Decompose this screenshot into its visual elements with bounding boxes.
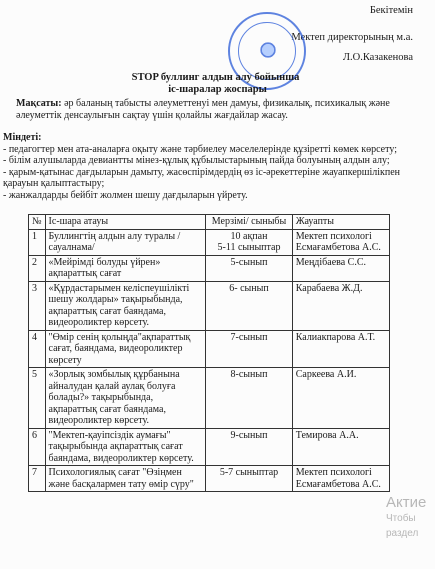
table-row — [29, 330, 390, 368]
cell-event: Психологиялық сағат "Өзіңмен және басқалармен тату өмір сүру" — [45, 466, 206, 492]
task-item: - қарым-қатынас дағдыларын дамыту, жасөспірімдердің өз іс-әрекеттеріне жауапкершілікпен қарауын қалыптастыру; — [3, 166, 401, 189]
watermark-line-2: Чтобы — [386, 513, 416, 524]
cell-number: 1 — [29, 229, 46, 255]
events-table — [28, 214, 390, 492]
header-responsible: Жауапты — [292, 215, 389, 230]
approval-line-1: Бекітемін — [369, 5, 413, 16]
cell-responsible: Карабаева Ж.Д. — [292, 281, 389, 330]
cell-number: 3 — [29, 281, 46, 330]
cell-event: "Өмір сенің қолыңда"ақпараттық сағат, баяндама, видеороликтер көрсету — [45, 330, 206, 368]
watermark-line-1: Актие — [386, 494, 427, 511]
goal-label: Мақсаты: — [16, 98, 62, 109]
cell-responsible: Калиакпарова А.Т. — [292, 330, 389, 368]
cell-number: 7 — [29, 466, 46, 492]
cell-date-grade: 5-сынып — [206, 255, 293, 281]
header-event-name: Іс-шара атауы — [45, 215, 206, 230]
task-item: - білім алушыларда девиантты мінез-құлық құбылыстарының пайда болуының алдын алу; — [3, 155, 390, 166]
cell-date-grade: 7-сынып — [206, 330, 293, 368]
goal-paragraph — [16, 98, 429, 121]
table-row — [29, 255, 390, 281]
cell-event: «Зорлық зомбылық құрбанына айналудан қалай аулақ болуға болады?» тақырыбында, ақпараттық сағат баяндама, видеороликтер көрсету. — [45, 368, 206, 429]
cell-event: «Құрдастарымен келіспеушілікті шешу жолдары» тақырыбында, ақпараттық сағат баяндама, видеороликтер көрсету. — [45, 281, 206, 330]
cell-responsible: Темирова А.А. — [292, 428, 389, 466]
cell-number: 6 — [29, 428, 46, 466]
goal-text: әр баланың табысты әлеуметтенуі мен дамуы, физикалық, психикалық және әлеуметтік денсаулығын сақтау үшін қолайлы жағдайлар жасау. — [16, 98, 390, 121]
cell-event: «Мейрімді болуды үйрен» ақпараттық сағат — [45, 255, 206, 281]
cell-number: 2 — [29, 255, 46, 281]
tasks-section — [3, 132, 429, 201]
header-date-grade: Мерзімі/ сыныбы — [206, 215, 293, 230]
title-line-2: іс-шаралар жоспары — [168, 84, 267, 95]
cell-responsible: Мектеп психологі Есмағамбетова А.С. — [292, 466, 389, 492]
table-header-row — [29, 215, 390, 230]
cell-event: "Мектеп-қауіпсіздік аумағы" тақырыбында ақпараттық сағат баяндама, видеороликтер көрсету. — [45, 428, 206, 466]
tasks-heading: Міндеті: — [3, 132, 42, 143]
header-number: № — [29, 215, 46, 230]
cell-number: 5 — [29, 368, 46, 429]
activation-watermark — [386, 494, 426, 539]
table-row — [29, 229, 390, 255]
cell-responsible: Меңдібаева С.С. — [292, 255, 389, 281]
table-row — [29, 466, 390, 492]
cell-responsible: Мектеп психологі Есмағамбетова А.С. — [292, 229, 389, 255]
cell-date-grade: 9-сынып — [206, 428, 293, 466]
task-item: - жанжалдарды бейбіт жолмен шешу дағдыларын үйрету. — [3, 189, 248, 201]
cell-date-grade: 8-сынып — [206, 368, 293, 429]
cell-responsible: Саркеева А.И. — [292, 368, 389, 429]
approval-line-2: Мектеп директорының м.а. — [291, 32, 413, 43]
task-item: - педагогтер мен ата-аналарға оқыту және тәрбиелеу мәселелерінде құзіретті көмек көрсету; — [3, 143, 397, 155]
watermark-line-3: раздел — [386, 528, 419, 539]
title-line-1: STOP буллинг алдын алу бойынша — [131, 72, 300, 83]
table-row — [29, 281, 390, 330]
table-row — [29, 428, 390, 466]
cell-date-grade: 10 ақпан 5-11 сыныптар — [206, 229, 293, 255]
cell-event: Буллингтің алдын алу туралы /сауалнама/ — [45, 229, 206, 255]
cell-date-grade: 5-7 сыныптар — [206, 466, 293, 492]
cell-date-grade: 6- сынып — [206, 281, 293, 330]
table-row — [29, 368, 390, 429]
page-title — [0, 72, 435, 96]
cell-number: 4 — [29, 330, 46, 368]
approval-line-3: Л.О.Казакенова — [342, 52, 413, 63]
